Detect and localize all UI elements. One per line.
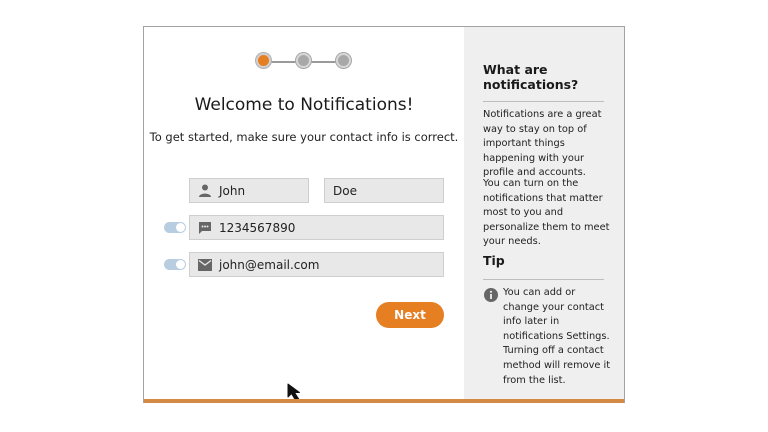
toggle-knob (176, 260, 185, 269)
step-1-indicator (256, 53, 271, 68)
phone-value: 1234567890 (219, 220, 296, 235)
stepper-connector (310, 61, 338, 63)
stepper-connector (270, 61, 298, 63)
page-subtitle: To get started, make sure your contact info is correct. (149, 130, 459, 144)
sidebar-paragraph-2: You can turn on the notifications that matter most to you and personalize them to meet your needs. (483, 178, 610, 248)
sidebar-heading: What are notifications? (483, 62, 579, 92)
notifications-setup-card (143, 26, 625, 403)
message-icon (197, 220, 213, 236)
tip-divider (483, 279, 604, 280)
first-name-value: John (219, 183, 246, 198)
toggle-knob (176, 223, 185, 232)
phone-field[interactable] (189, 215, 444, 240)
first-name-field[interactable] (189, 178, 309, 203)
setup-form-panel (144, 27, 464, 399)
step-3-indicator (336, 53, 351, 68)
last-name-field[interactable] (324, 178, 444, 203)
last-name-value: Doe (333, 183, 357, 198)
next-button[interactable]: Next (376, 302, 444, 328)
step-2-indicator (296, 53, 311, 68)
tip-heading: Tip (483, 253, 505, 268)
tip-text: You can add or change your contact info later in notifications Settings. Turning off a contact method will remove it from the list. (503, 287, 611, 386)
sidebar-paragraph-1: Notifications are a great way to stay on top of important things happening with your profile and accounts. (483, 109, 602, 179)
email-value: john@email.com (219, 257, 320, 272)
info-icon (484, 287, 498, 301)
page-title: Welcome to Notifications! (194, 95, 414, 115)
person-icon (197, 183, 213, 199)
phone-toggle[interactable] (164, 222, 186, 233)
email-toggle[interactable] (164, 259, 186, 270)
info-sidebar (464, 27, 624, 399)
progress-stepper (256, 53, 352, 71)
sidebar-divider (483, 101, 604, 102)
mail-icon (197, 257, 213, 273)
email-field[interactable] (189, 252, 444, 277)
accent-bottom-bar (144, 399, 624, 403)
